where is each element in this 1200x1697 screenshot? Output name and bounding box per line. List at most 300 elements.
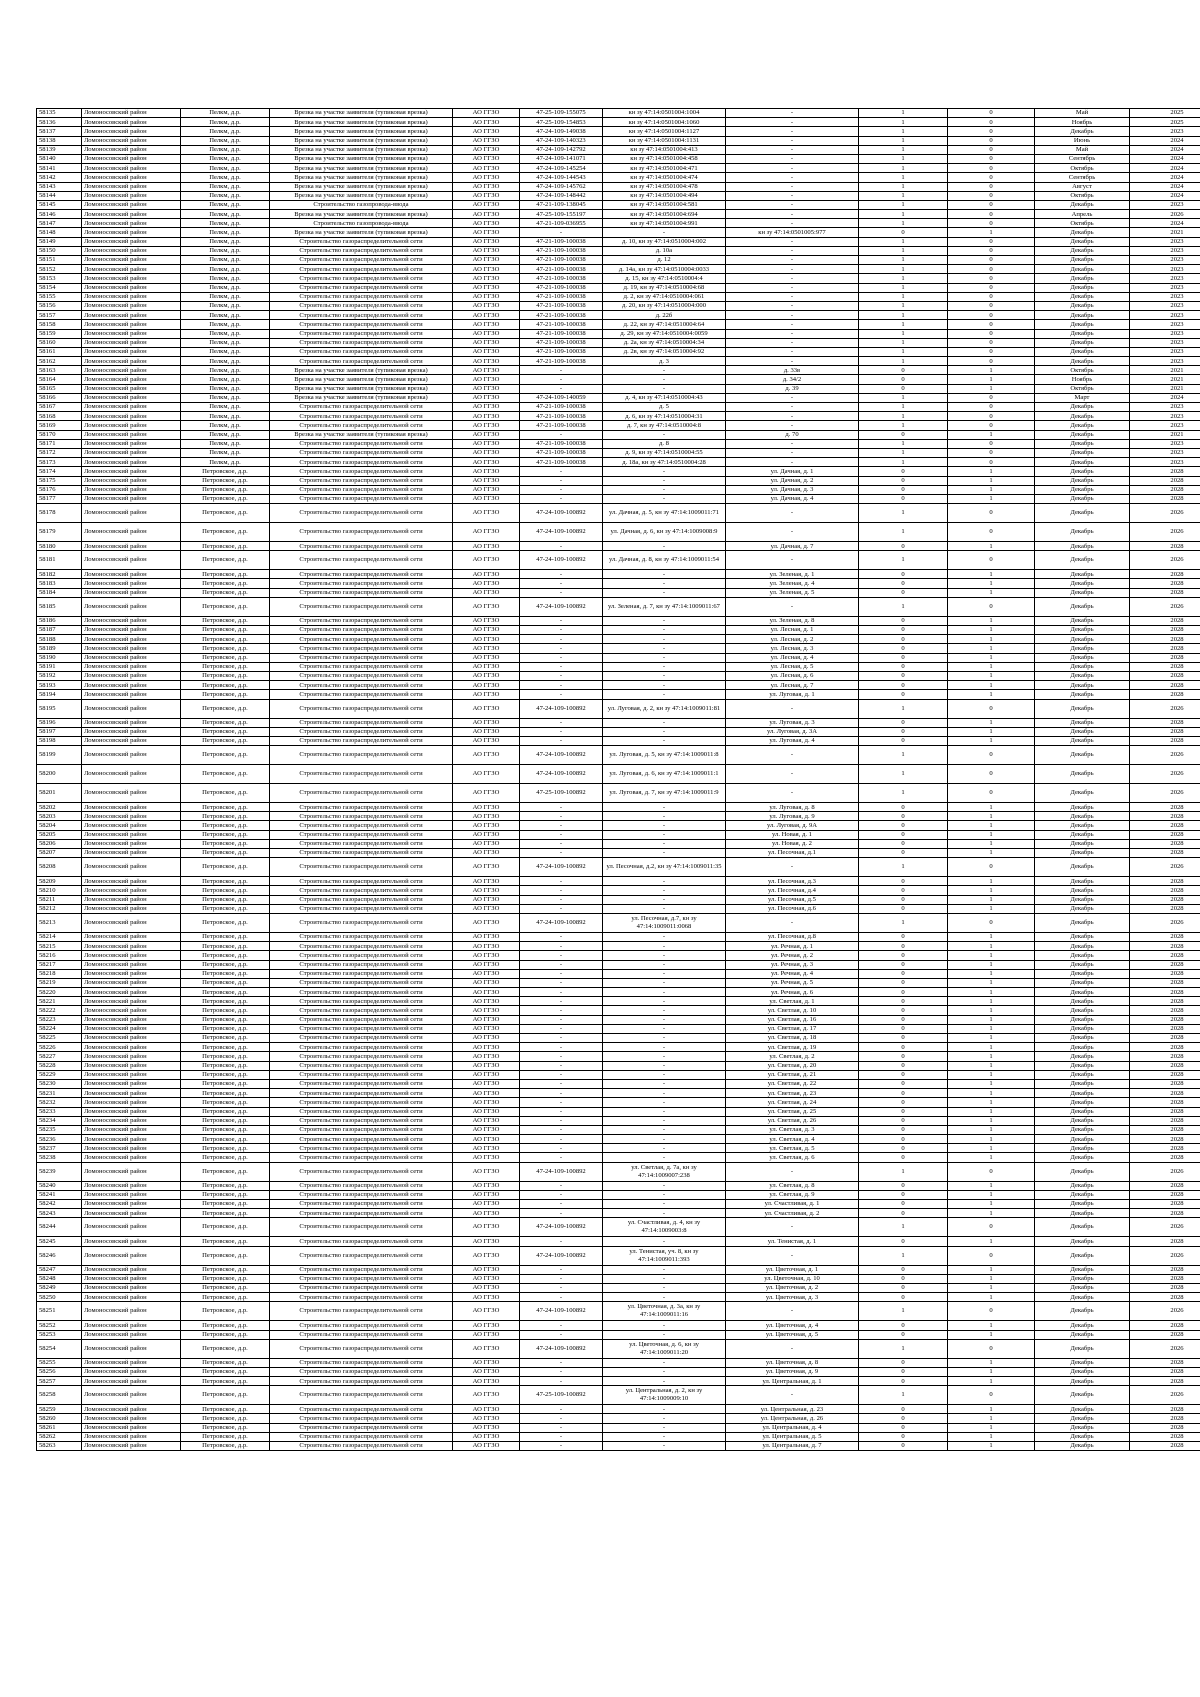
organization-cell: АО ГГЗО — [453, 858, 520, 877]
table-row — [37, 1135, 1200, 1144]
district-cell: Ломоносовский район — [82, 830, 181, 839]
work-type-cell: Строительство газораспределительной сети — [270, 1414, 453, 1423]
count-b-cell: 0 — [948, 393, 1035, 402]
tech-conditions-cell: - — [520, 494, 603, 503]
count-a-cell: 0 — [859, 1015, 948, 1024]
count-b-cell: 1 — [948, 570, 1035, 579]
address-cell: - — [726, 504, 859, 523]
address-cell: ул. Светлая, д. 21 — [726, 1070, 859, 1079]
table-row — [37, 690, 1200, 699]
tech-conditions-cell: - — [520, 1321, 603, 1330]
year-cell: 2028 — [1130, 960, 1200, 969]
district-cell: Ломоносовский район — [82, 1321, 181, 1330]
address-cell: - — [726, 292, 859, 301]
count-b-cell: 0 — [948, 246, 1035, 255]
settlement-cell: Петровское, д.р. — [181, 1274, 270, 1283]
address-cell: - — [726, 210, 859, 219]
row-number: 58149 — [37, 237, 82, 246]
table-row — [37, 727, 1200, 736]
row-number: 58238 — [37, 1153, 82, 1162]
month-cell: Декабрь — [1035, 246, 1130, 255]
cadastral-cell: ул. Тенистая, уч. 8, кн зу 47:14:1009011:393 — [603, 1246, 726, 1265]
count-a-cell: 0 — [859, 886, 948, 895]
table-row — [37, 1432, 1200, 1441]
year-cell: 2028 — [1130, 988, 1200, 997]
table-row — [37, 803, 1200, 812]
month-cell: Декабрь — [1035, 988, 1130, 997]
count-a-cell: 0 — [859, 430, 948, 439]
tech-conditions-cell: 47-24-109-149038 — [520, 127, 603, 136]
month-cell: Декабрь — [1035, 1061, 1130, 1070]
settlement-cell: Пелкм, д.р. — [181, 458, 270, 467]
address-cell: ул. Песочная, д.6 — [726, 904, 859, 913]
organization-cell: АО ГГЗО — [453, 1181, 520, 1190]
year-cell: 2028 — [1130, 1190, 1200, 1199]
organization-cell: АО ГГЗО — [453, 1162, 520, 1181]
cadastral-cell: д. 2в, кн зу 47:14:0510004:92 — [603, 347, 726, 356]
settlement-cell: Пелкм, д.р. — [181, 118, 270, 127]
cadastral-cell: - — [603, 877, 726, 886]
month-cell: Декабрь — [1035, 978, 1130, 987]
organization-cell: АО ГГЗО — [453, 494, 520, 503]
row-number: 58205 — [37, 830, 82, 839]
table-row — [37, 403, 1200, 412]
cadastral-cell: д. 19, кн зу 47:14:0510004:68 — [603, 283, 726, 292]
count-b-cell: 1 — [948, 1034, 1035, 1043]
count-a-cell: 1 — [859, 109, 948, 118]
year-cell: 2021 — [1130, 366, 1200, 375]
settlement-cell: Петровское, д.р. — [181, 1190, 270, 1199]
row-number: 58152 — [37, 265, 82, 274]
table-row — [37, 338, 1200, 347]
row-number: 58258 — [37, 1386, 82, 1405]
tech-conditions-cell: 47-25-109-155197 — [520, 210, 603, 219]
work-type-cell: Строительство газораспределительной сети — [270, 1190, 453, 1199]
cadastral-cell: ул. Дачная, д. 8, кн зу 47:14:1009011:54 — [603, 551, 726, 570]
work-type-cell: Строительство газораспределительной сети — [270, 1405, 453, 1414]
row-number: 58223 — [37, 1015, 82, 1024]
year-cell: 2028 — [1130, 812, 1200, 821]
district-cell: Ломоносовский район — [82, 858, 181, 877]
settlement-cell: Пелкм, д.р. — [181, 182, 270, 191]
district-cell: Ломоносовский район — [82, 1265, 181, 1274]
table-row — [37, 1209, 1200, 1218]
cadastral-cell: - — [603, 467, 726, 476]
work-type-cell: Строительство газопровода-ввода — [270, 219, 453, 228]
tech-conditions-cell: - — [520, 960, 603, 969]
tech-conditions-cell: - — [520, 1043, 603, 1052]
count-a-cell: 0 — [859, 1265, 948, 1274]
count-a-cell: 0 — [859, 542, 948, 551]
count-a-cell: 1 — [859, 118, 948, 127]
tech-conditions-cell: - — [520, 1125, 603, 1134]
count-a-cell: 0 — [859, 1274, 948, 1283]
count-a-cell: 1 — [859, 458, 948, 467]
tech-conditions-cell: 47-24-109-100892 — [520, 765, 603, 784]
year-cell: 2028 — [1130, 1034, 1200, 1043]
row-number: 58180 — [37, 542, 82, 551]
work-type-cell: Строительство газораспределительной сети — [270, 485, 453, 494]
count-a-cell: 1 — [859, 182, 948, 191]
cadastral-cell: - — [603, 821, 726, 830]
table-row — [37, 320, 1200, 329]
settlement-cell: Пелкм, д.р. — [181, 301, 270, 310]
address-cell: - — [726, 1386, 859, 1405]
address-cell: ул. Речная, д. 1 — [726, 942, 859, 951]
settlement-cell: Петровское, д.р. — [181, 476, 270, 485]
table-row — [37, 978, 1200, 987]
table-row — [37, 1339, 1200, 1358]
cadastral-cell: ул. Светлая, д. 7а, кн зу 47:14:1009007:238 — [603, 1162, 726, 1181]
count-b-cell: 1 — [948, 681, 1035, 690]
cadastral-cell: - — [603, 542, 726, 551]
month-cell: Декабрь — [1035, 523, 1130, 542]
table-row — [37, 765, 1200, 784]
settlement-cell: Петровское, д.р. — [181, 681, 270, 690]
tech-conditions-cell: 47-24-109-100892 — [520, 551, 603, 570]
organization-cell: АО ГГЗО — [453, 877, 520, 886]
tech-conditions-cell: 47-21-109-100038 — [520, 357, 603, 366]
count-b-cell: 1 — [948, 988, 1035, 997]
year-cell: 2028 — [1130, 839, 1200, 848]
organization-cell: АО ГГЗО — [453, 467, 520, 476]
cadastral-cell: - — [603, 635, 726, 644]
address-cell: ул. Цветочная, д. 1 — [726, 1265, 859, 1274]
organization-cell: АО ГГЗО — [453, 412, 520, 421]
month-cell: Декабрь — [1035, 1358, 1130, 1367]
month-cell: Декабрь — [1035, 765, 1130, 784]
count-b-cell: 0 — [948, 109, 1035, 118]
table-row — [37, 1181, 1200, 1190]
district-cell: Ломоносовский район — [82, 951, 181, 960]
organization-cell: АО ГГЗО — [453, 671, 520, 680]
count-a-cell: 0 — [859, 662, 948, 671]
count-a-cell: 0 — [859, 1283, 948, 1292]
tech-conditions-cell: - — [520, 476, 603, 485]
year-cell: 2028 — [1130, 886, 1200, 895]
district-cell: Ломоносовский район — [82, 448, 181, 457]
count-a-cell: 0 — [859, 228, 948, 237]
organization-cell: АО ГГЗО — [453, 699, 520, 718]
cadastral-cell: - — [603, 681, 726, 690]
tech-conditions-cell: - — [520, 988, 603, 997]
work-type-cell: Строительство газораспределительной сети — [270, 978, 453, 987]
count-b-cell: 1 — [948, 812, 1035, 821]
work-type-cell: Строительство газораспределительной сети — [270, 886, 453, 895]
count-b-cell: 1 — [948, 1414, 1035, 1423]
district-cell: Ломоносовский район — [82, 467, 181, 476]
settlement-cell: Петровское, д.р. — [181, 653, 270, 662]
district-cell: Ломоносовский район — [82, 699, 181, 718]
tech-conditions-cell: - — [520, 690, 603, 699]
district-cell: Ломоносовский район — [82, 597, 181, 616]
cadastral-cell: - — [603, 579, 726, 588]
month-cell: Декабрь — [1035, 265, 1130, 274]
year-cell: 2028 — [1130, 1043, 1200, 1052]
row-number: 58218 — [37, 969, 82, 978]
work-type-cell: Строительство газораспределительной сети — [270, 765, 453, 784]
settlement-cell: Петровское, д.р. — [181, 1405, 270, 1414]
cadastral-cell: д. 12 — [603, 256, 726, 265]
year-cell: 2023 — [1130, 421, 1200, 430]
month-cell: Декабрь — [1035, 727, 1130, 736]
month-cell: Декабрь — [1035, 877, 1130, 886]
count-b-cell: 1 — [948, 616, 1035, 625]
address-cell: - — [726, 173, 859, 182]
district-cell: Ломоносовский район — [82, 886, 181, 895]
count-b-cell: 1 — [948, 1200, 1035, 1209]
count-a-cell: 1 — [859, 403, 948, 412]
settlement-cell: Пелкм, д.р. — [181, 393, 270, 402]
row-number: 58204 — [37, 821, 82, 830]
month-cell: Декабрь — [1035, 662, 1130, 671]
organization-cell: АО ГГЗО — [453, 145, 520, 154]
count-b-cell: 0 — [948, 210, 1035, 219]
organization-cell: АО ГГЗО — [453, 1043, 520, 1052]
cadastral-cell: - — [603, 626, 726, 635]
address-cell: ул. Дачная, д. 7 — [726, 542, 859, 551]
count-a-cell: 0 — [859, 1330, 948, 1339]
year-cell: 2023 — [1130, 347, 1200, 356]
table-row — [37, 858, 1200, 877]
organization-cell: АО ГГЗО — [453, 523, 520, 542]
count-b-cell: 1 — [948, 494, 1035, 503]
organization-cell: АО ГГЗО — [453, 1274, 520, 1283]
tech-conditions-cell: 47-21-109-100038 — [520, 283, 603, 292]
district-cell: Ломоносовский район — [82, 1246, 181, 1265]
work-type-cell: Строительство газораспределительной сети — [270, 1006, 453, 1015]
work-type-cell: Строительство газораспределительной сети — [270, 412, 453, 421]
count-a-cell: 0 — [859, 997, 948, 1006]
address-cell: ул. Цветочная, д. 10 — [726, 1274, 859, 1283]
year-cell: 2026 — [1130, 1246, 1200, 1265]
address-cell: - — [726, 246, 859, 255]
work-type-cell: Строительство газораспределительной сети — [270, 1423, 453, 1432]
count-a-cell: 0 — [859, 494, 948, 503]
address-cell: ул. Новая, д. 2 — [726, 839, 859, 848]
row-number: 58140 — [37, 154, 82, 163]
settlement-cell: Петровское, д.р. — [181, 1377, 270, 1386]
tech-conditions-cell: 47-24-109-100892 — [520, 1302, 603, 1321]
address-cell: - — [726, 164, 859, 173]
month-cell: Декабрь — [1035, 1218, 1130, 1237]
settlement-cell: Пелкм, д.р. — [181, 246, 270, 255]
table-row — [37, 467, 1200, 476]
count-b-cell: 1 — [948, 1006, 1035, 1015]
work-type-cell: Строительство газораспределительной сети — [270, 690, 453, 699]
table-row — [37, 718, 1200, 727]
district-cell: Ломоносовский район — [82, 210, 181, 219]
address-cell: - — [726, 1302, 859, 1321]
count-b-cell: 1 — [948, 542, 1035, 551]
work-type-cell: Строительство газораспределительной сети — [270, 579, 453, 588]
count-a-cell: 0 — [859, 579, 948, 588]
row-number: 58138 — [37, 136, 82, 145]
count-a-cell: 1 — [859, 421, 948, 430]
count-a-cell: 0 — [859, 1200, 948, 1209]
address-cell: - — [726, 265, 859, 274]
year-cell: 2023 — [1130, 329, 1200, 338]
month-cell: Декабрь — [1035, 830, 1130, 839]
tech-conditions-cell: - — [520, 1265, 603, 1274]
organization-cell: АО ГГЗО — [453, 812, 520, 821]
cadastral-cell: - — [603, 812, 726, 821]
work-type-cell: Строительство газораспределительной сети — [270, 1330, 453, 1339]
address-cell: ул. Лесная, д. 5 — [726, 662, 859, 671]
count-b-cell: 1 — [948, 1209, 1035, 1218]
organization-cell: АО ГГЗО — [453, 942, 520, 951]
row-number: 58235 — [37, 1125, 82, 1134]
settlement-cell: Пелкм, д.р. — [181, 283, 270, 292]
work-type-cell: Строительство газораспределительной сети — [270, 329, 453, 338]
count-a-cell: 1 — [859, 439, 948, 448]
month-cell: Декабрь — [1035, 849, 1130, 858]
address-cell: - — [726, 154, 859, 163]
settlement-cell: Пелкм, д.р. — [181, 154, 270, 163]
year-cell: 2028 — [1130, 1321, 1200, 1330]
table-row — [37, 1405, 1200, 1414]
organization-cell: АО ГГЗО — [453, 384, 520, 393]
work-type-cell: Строительство газораспределительной сети — [270, 542, 453, 551]
cadastral-cell: - — [603, 1089, 726, 1098]
tech-conditions-cell: - — [520, 588, 603, 597]
organization-cell: АО ГГЗО — [453, 746, 520, 765]
work-type-cell: Строительство газораспределительной сети — [270, 403, 453, 412]
year-cell: 2025 — [1130, 109, 1200, 118]
work-type-cell: Врезка на участке заявителя (тупиковая врезка) — [270, 136, 453, 145]
tech-conditions-cell: 47-25-109-100892 — [520, 784, 603, 803]
table-row — [37, 274, 1200, 283]
tech-conditions-cell: - — [520, 830, 603, 839]
table-row — [37, 821, 1200, 830]
tech-conditions-cell: 47-21-109-100038 — [520, 329, 603, 338]
district-cell: Ломоносовский район — [82, 690, 181, 699]
count-a-cell: 0 — [859, 969, 948, 978]
count-a-cell: 0 — [859, 1098, 948, 1107]
cadastral-cell: кн зу 47:14:0501004:581 — [603, 200, 726, 209]
cadastral-cell: - — [603, 1144, 726, 1153]
row-number: 58169 — [37, 421, 82, 430]
count-b-cell: 0 — [948, 182, 1035, 191]
month-cell: Декабрь — [1035, 1190, 1130, 1199]
work-type-cell: Строительство газораспределительной сети — [270, 347, 453, 356]
cadastral-cell: д. 10а — [603, 246, 726, 255]
count-a-cell: 0 — [859, 821, 948, 830]
work-type-cell: Строительство газораспределительной сети — [270, 320, 453, 329]
address-cell: ул. Лесная, д. 1 — [726, 626, 859, 635]
table-row — [37, 1098, 1200, 1107]
count-a-cell: 1 — [859, 523, 948, 542]
table-row — [37, 588, 1200, 597]
work-type-cell: Строительство газораспределительной сети — [270, 1162, 453, 1181]
table-row — [37, 1070, 1200, 1079]
month-cell: Декабрь — [1035, 439, 1130, 448]
work-type-cell: Строительство газораспределительной сети — [270, 1218, 453, 1237]
year-cell: 2024 — [1130, 154, 1200, 163]
count-a-cell: 1 — [859, 347, 948, 356]
table-row — [37, 932, 1200, 941]
organization-cell: АО ГГЗО — [453, 357, 520, 366]
row-number: 58170 — [37, 430, 82, 439]
settlement-cell: Петровское, д.р. — [181, 1061, 270, 1070]
cadastral-cell: д. 10, кн зу 47:14:0510004:002 — [603, 237, 726, 246]
year-cell: 2024 — [1130, 182, 1200, 191]
count-a-cell: 1 — [859, 1246, 948, 1265]
district-cell: Ломоносовский район — [82, 320, 181, 329]
month-cell: Декабрь — [1035, 1386, 1130, 1405]
count-a-cell: 0 — [859, 375, 948, 384]
settlement-cell: Петровское, д.р. — [181, 812, 270, 821]
work-type-cell: Строительство газораспределительной сети — [270, 301, 453, 310]
tech-conditions-cell: 47-24-109-100892 — [520, 523, 603, 542]
address-cell: ул. Светлая, д. 1 — [726, 997, 859, 1006]
row-number: 58250 — [37, 1293, 82, 1302]
year-cell: 2023 — [1130, 357, 1200, 366]
table-row — [37, 1237, 1200, 1246]
count-b-cell: 1 — [948, 228, 1035, 237]
row-number: 58202 — [37, 803, 82, 812]
tech-conditions-cell: - — [520, 997, 603, 1006]
table-row — [37, 1330, 1200, 1339]
work-type-cell: Врезка на участке заявителя (тупиковая врезка) — [270, 430, 453, 439]
month-cell: Декабрь — [1035, 904, 1130, 913]
work-type-cell: Строительство газораспределительной сети — [270, 746, 453, 765]
cadastral-cell: - — [603, 375, 726, 384]
count-a-cell: 0 — [859, 671, 948, 680]
year-cell: 2023 — [1130, 274, 1200, 283]
tech-conditions-cell: - — [520, 1432, 603, 1441]
row-number: 58244 — [37, 1218, 82, 1237]
row-number: 58252 — [37, 1321, 82, 1330]
year-cell: 2028 — [1130, 1061, 1200, 1070]
address-cell: ул. Светлая, д. 20 — [726, 1061, 859, 1070]
district-cell: Ломоносовский район — [82, 200, 181, 209]
month-cell: Декабрь — [1035, 570, 1130, 579]
settlement-cell: Петровское, д.р. — [181, 662, 270, 671]
table-row — [37, 1274, 1200, 1283]
count-b-cell: 1 — [948, 1125, 1035, 1134]
address-cell: - — [726, 301, 859, 310]
organization-cell: АО ГГЗО — [453, 109, 520, 118]
tech-conditions-cell: 47-24-109-100892 — [520, 1162, 603, 1181]
count-a-cell: 1 — [859, 237, 948, 246]
district-cell: Ломоносовский район — [82, 1200, 181, 1209]
row-number: 58193 — [37, 681, 82, 690]
month-cell: Декабрь — [1035, 1181, 1130, 1190]
cadastral-cell: кн зу 47:14:0501004:413 — [603, 145, 726, 154]
month-cell: Декабрь — [1035, 542, 1130, 551]
month-cell: Декабрь — [1035, 821, 1130, 830]
work-type-cell: Строительство газораспределительной сети — [270, 597, 453, 616]
tech-conditions-cell: - — [520, 803, 603, 812]
table-row — [37, 644, 1200, 653]
row-number: 58195 — [37, 699, 82, 718]
year-cell: 2028 — [1130, 635, 1200, 644]
tech-conditions-cell: - — [520, 1034, 603, 1043]
address-cell: - — [726, 699, 859, 718]
settlement-cell: Петровское, д.р. — [181, 616, 270, 625]
district-cell: Ломоносовский район — [82, 997, 181, 1006]
table-row — [37, 839, 1200, 848]
address-cell: - — [726, 311, 859, 320]
row-number: 58168 — [37, 412, 82, 421]
month-cell: Декабрь — [1035, 997, 1130, 1006]
year-cell: 2028 — [1130, 494, 1200, 503]
settlement-cell: Пелкм, д.р. — [181, 219, 270, 228]
settlement-cell: Петровское, д.р. — [181, 1414, 270, 1423]
settlement-cell: Петровское, д.р. — [181, 932, 270, 941]
table-row — [37, 1125, 1200, 1134]
